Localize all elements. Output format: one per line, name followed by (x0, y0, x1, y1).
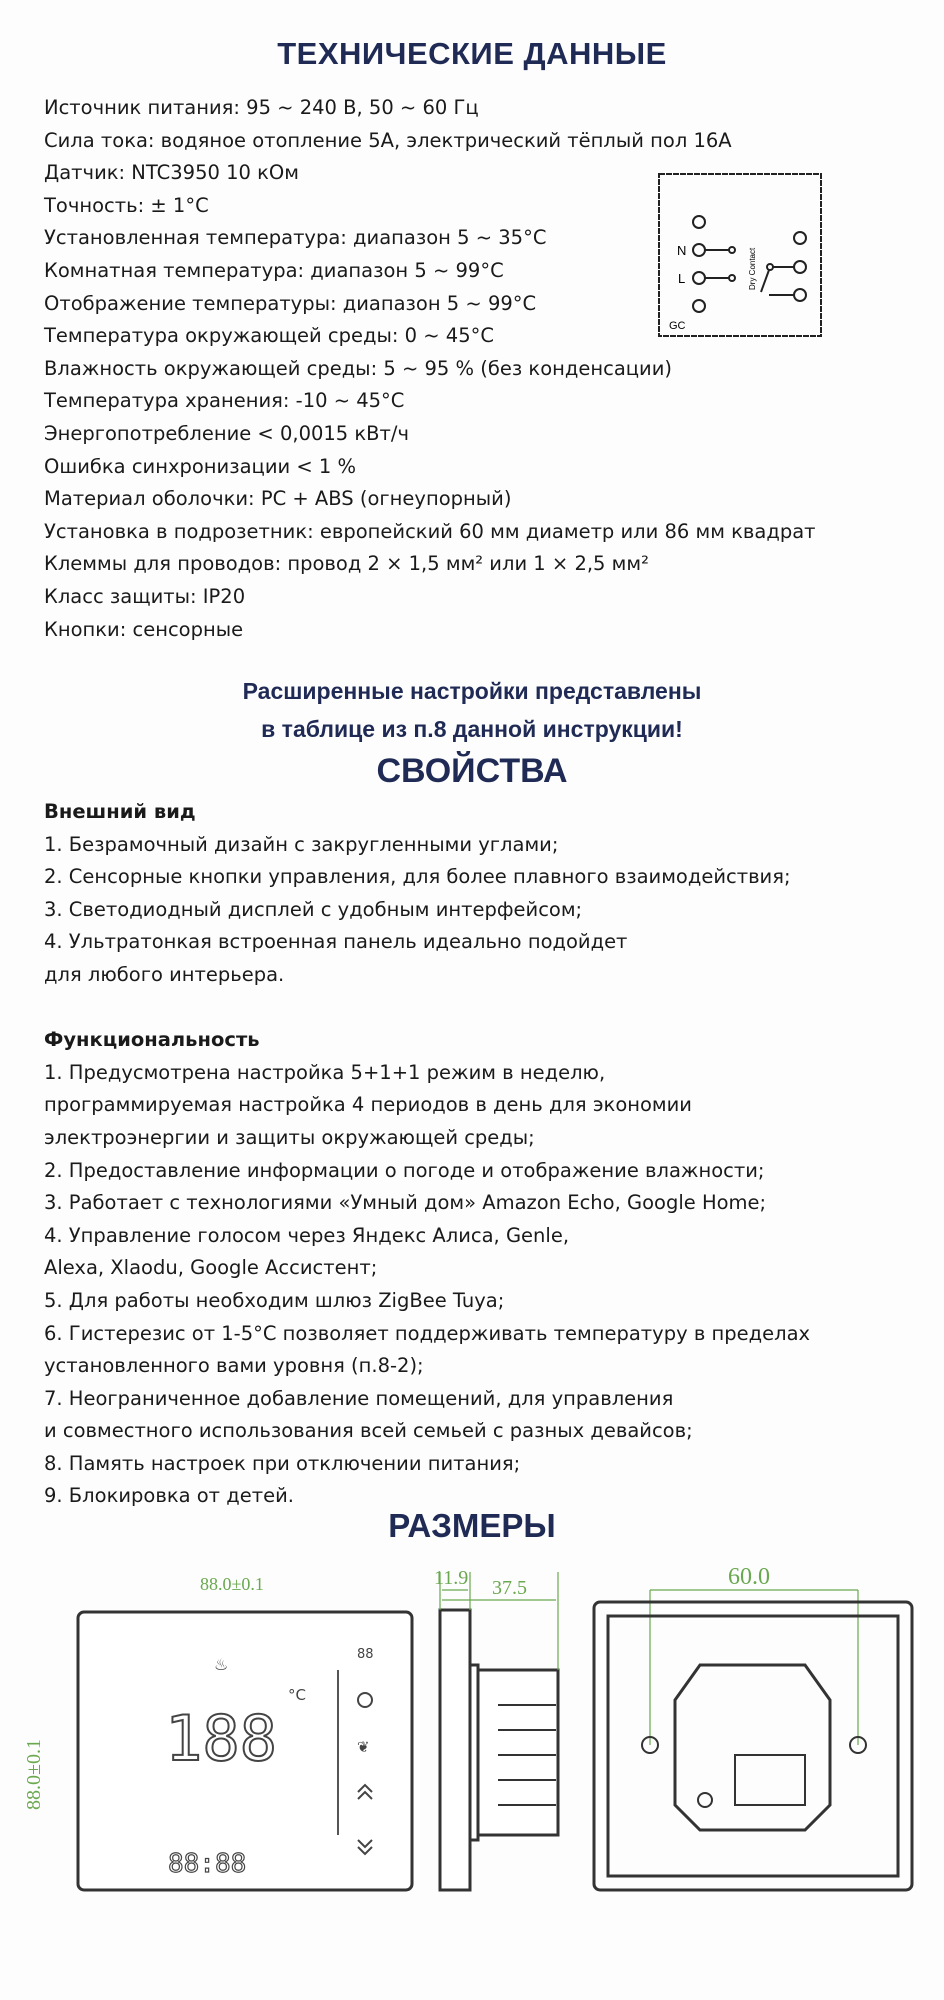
function-item: 2. Предоставление информации о погоде и отображение влажности; (44, 1158, 765, 1182)
function-heading: Функциональность (44, 1028, 260, 1052)
spec-line: Температура хранения: -10 ~ 45°C (44, 389, 405, 413)
depth-back-dimension: 37.5 (492, 1577, 527, 1599)
function-item: 9. Блокировка от детей. (44, 1484, 294, 1508)
spec-line: Установка в подрозетник: европейский 60 мм диаметр или 86 мм квадрат (44, 519, 816, 543)
display-unit: °C (288, 1686, 306, 1704)
spec-line: Установленная температура: диапазон 5 ~ 35°C (44, 226, 547, 250)
props-list (44, 796, 810, 1513)
appearance-item: 1. Безрамочный дизайн с закругленными углами; (44, 832, 559, 856)
front-view (23, 1574, 412, 1890)
dimension-drawings (0, 1560, 944, 2000)
spec-line: Датчик: NTC3950 10 кОм (44, 161, 299, 185)
spec-line: Энергопотребление < 0,0015 кВт/ч (44, 421, 410, 445)
spec-line: Кнопки: сенсорные (44, 617, 244, 641)
function-item: и совместного использования всей семьей с разных девайсов; (44, 1419, 693, 1443)
display-digits: 188 (165, 1702, 277, 1775)
function-item: установленного вами уровня (п.8-2); (44, 1354, 424, 1378)
tech-title: ТЕХНИЧЕСКИЕ ДАННЫЕ (277, 36, 667, 71)
flame-icon: ♨ (214, 1655, 229, 1674)
leaf-icon: ❦ (357, 1738, 370, 1756)
display-clock: 88:88 (168, 1849, 247, 1879)
spec-line: Сила тока: водяное отопление 5А, электрический тёплый пол 16А (44, 128, 732, 152)
function-item: Alexa, Xlaodu, Google Ассистент; (44, 1256, 378, 1280)
note-line: в таблице из п.8 данной инструкции! (261, 716, 683, 742)
function-item: 3. Работает с технологиями «Умный дом» Amazon Echo, Google Home; (44, 1191, 767, 1215)
function-item: 8. Память настроек при отключении питания; (44, 1451, 521, 1475)
mount-dimension: 60.0 (728, 1564, 770, 1590)
spec-line: Температура окружающей среды: 0 ~ 45°C (44, 324, 494, 348)
note-line: Расширенные настройки представлены (242, 678, 702, 704)
function-item: 4. Управление голосом через Яндекс Алиса, Genle, (44, 1223, 570, 1247)
settings-note (0, 672, 944, 748)
side-view (440, 1610, 558, 1890)
function-item: 5. Для работы необходим шлюз ZigBee Tuya; (44, 1288, 505, 1312)
spec-line: Ошибка синхронизации < 1 % (44, 454, 357, 478)
function-item: 7. Неограниченное добавление помещений, для управления (44, 1386, 674, 1410)
spec-line: Точность: ± 1°C (44, 193, 209, 217)
height-dimension: 88.0±0.1 (23, 1739, 45, 1810)
appearance-item: 3. Светодиодный дисплей с удобным интерфейсом; (44, 897, 583, 921)
spec-line: Клеммы для проводов: провод 2 × 1,5 мм² или 1 × 2,5 мм² (44, 552, 649, 576)
function-item: электроэнергии и защиты окружающей среды; (44, 1125, 535, 1149)
props-title: СВОЙСТВА (376, 752, 568, 790)
appearance-heading: Внешний вид (44, 800, 196, 823)
spec-line: Материал оболочки: PC + ABS (огнеупорный) (44, 487, 512, 511)
wiring-diagram (657, 172, 823, 338)
spec-line: Источник питания: 95 ~ 240 В, 50 ~ 60 Гц (44, 96, 479, 119)
function-item: программируемая настройка 4 периодов в день для экономии (44, 1093, 692, 1117)
wiring-n-label: N (677, 243, 687, 258)
wiring-dry-contact-label: Dry Contact (748, 247, 757, 290)
depth-front-dimension: 11.9 (434, 1567, 469, 1589)
appearance-item: 2. Сенсорные кнопки управления, для более плавного взаимодействия; (44, 865, 791, 889)
appearance-item: для любого интерьера. (44, 962, 285, 986)
function-item: 6. Гистерезис от 1-5°C позволяет поддерживать температуру в пределах (44, 1321, 811, 1345)
spec-line: Класс защиты: IP20 (44, 584, 246, 608)
menu-icon: 88 (357, 1647, 374, 1662)
spec-line: Отображение температуры: диапазон 5 ~ 99°C (44, 291, 537, 315)
appearance-item: 4. Ультратонкая встроенная панель идеально подойдет (44, 930, 628, 954)
back-view (594, 1602, 912, 1890)
spec-line: Влажность окружающей среды: 5 ~ 95 % (без конденсации) (44, 356, 673, 380)
wiring-gc-label: GC (669, 320, 686, 332)
sizes-title: РАЗМЕРЫ (388, 1507, 556, 1544)
wiring-l-label: L (678, 271, 686, 286)
function-item: 1. Предусмотрена настройка 5+1+1 режим в неделю, (44, 1060, 606, 1084)
width-dimension: 88.0±0.1 (200, 1574, 264, 1594)
spec-line: Комнатная температура: диапазон 5 ~ 99°C (44, 258, 504, 282)
